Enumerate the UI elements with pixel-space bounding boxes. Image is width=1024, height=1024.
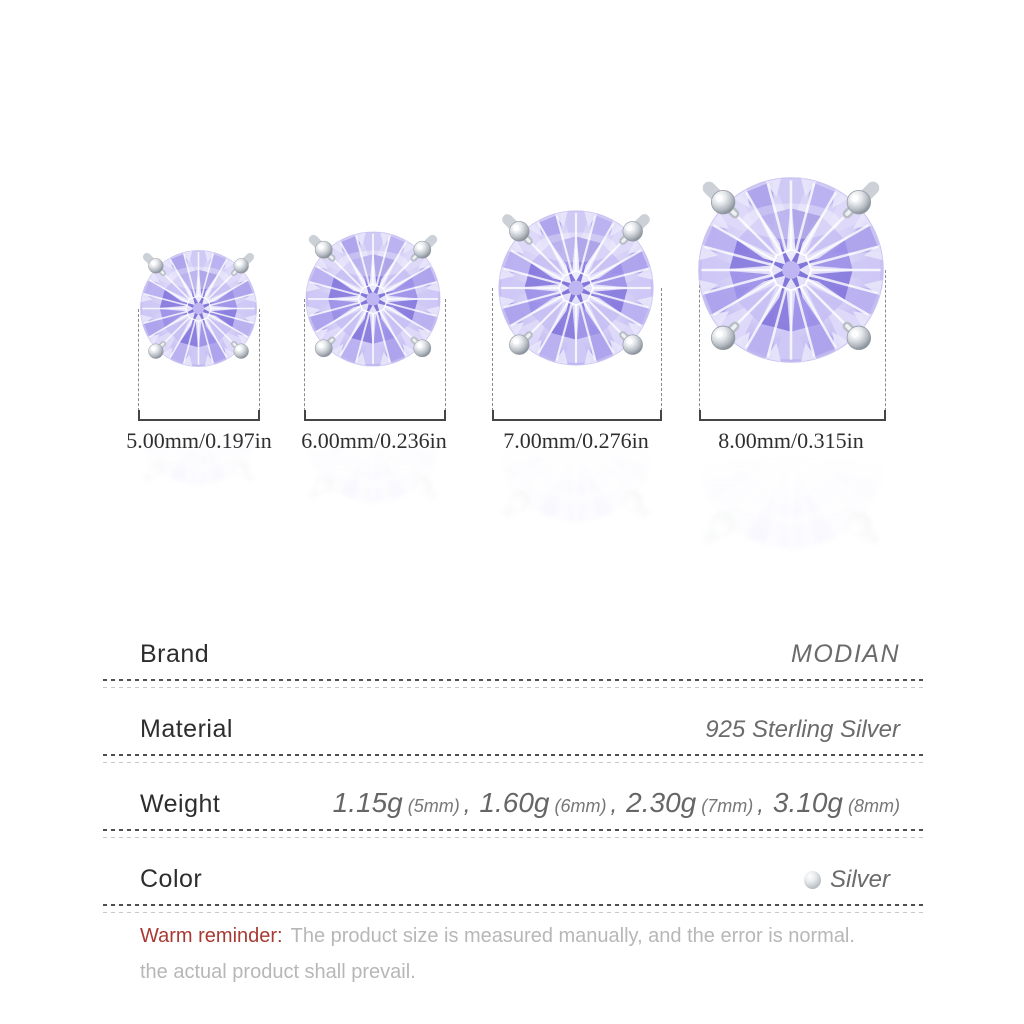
row-divider bbox=[103, 829, 923, 838]
brand-label: Brand bbox=[140, 640, 210, 668]
earring-photo-6mm bbox=[280, 206, 466, 392]
size-label-6mm: 6.00mm/0.236in bbox=[301, 428, 447, 453]
earring-photo-7mm bbox=[469, 181, 683, 395]
color-value bbox=[804, 866, 890, 894]
reminder-text-1: The product size is measured manually, and the error is normal. bbox=[290, 925, 855, 947]
spec-row-weight bbox=[103, 763, 923, 829]
earring-photo-8mm bbox=[663, 142, 919, 398]
weight-values: 1.15g (5mm) , 1.60g (6mm) , 2.30g (7mm) , 3.10g (8mm) bbox=[332, 787, 900, 818]
warm-reminder bbox=[140, 924, 920, 984]
size-label-5mm: 5.00mm/0.197in bbox=[126, 428, 272, 453]
row-divider bbox=[103, 679, 923, 688]
weight-value-7mm: 2.30g bbox=[626, 787, 697, 818]
weight-value-5mm: 1.15g bbox=[332, 787, 403, 818]
row-divider bbox=[103, 904, 923, 913]
spec-row-color bbox=[103, 838, 923, 904]
earring-photo-5mm bbox=[118, 228, 279, 389]
weight-value-8mm: 3.10g bbox=[772, 787, 843, 818]
size-label-8mm: 8.00mm/0.315in bbox=[718, 428, 864, 453]
material-label: Material bbox=[140, 715, 233, 743]
silver-sphere-icon bbox=[804, 871, 821, 889]
reminder-text-2: the actual product shall prevail. bbox=[140, 961, 416, 983]
reminder-label: Warm reminder: bbox=[140, 925, 283, 947]
color-value-text: Silver bbox=[829, 866, 890, 893]
weight-value-6mm: 1.60g bbox=[479, 787, 550, 818]
row-divider bbox=[103, 754, 923, 763]
brand-value: MODIAN bbox=[791, 640, 900, 668]
spec-row-brand bbox=[103, 613, 923, 679]
size-label-7mm: 7.00mm/0.276in bbox=[503, 428, 649, 453]
weight-label: Weight bbox=[140, 790, 221, 818]
color-label: Color bbox=[140, 865, 203, 893]
reminder-line1 bbox=[140, 924, 920, 948]
material-value: 925 Sterling Silver bbox=[705, 716, 900, 743]
spec-row-material bbox=[103, 688, 923, 754]
spec-table bbox=[103, 613, 923, 913]
